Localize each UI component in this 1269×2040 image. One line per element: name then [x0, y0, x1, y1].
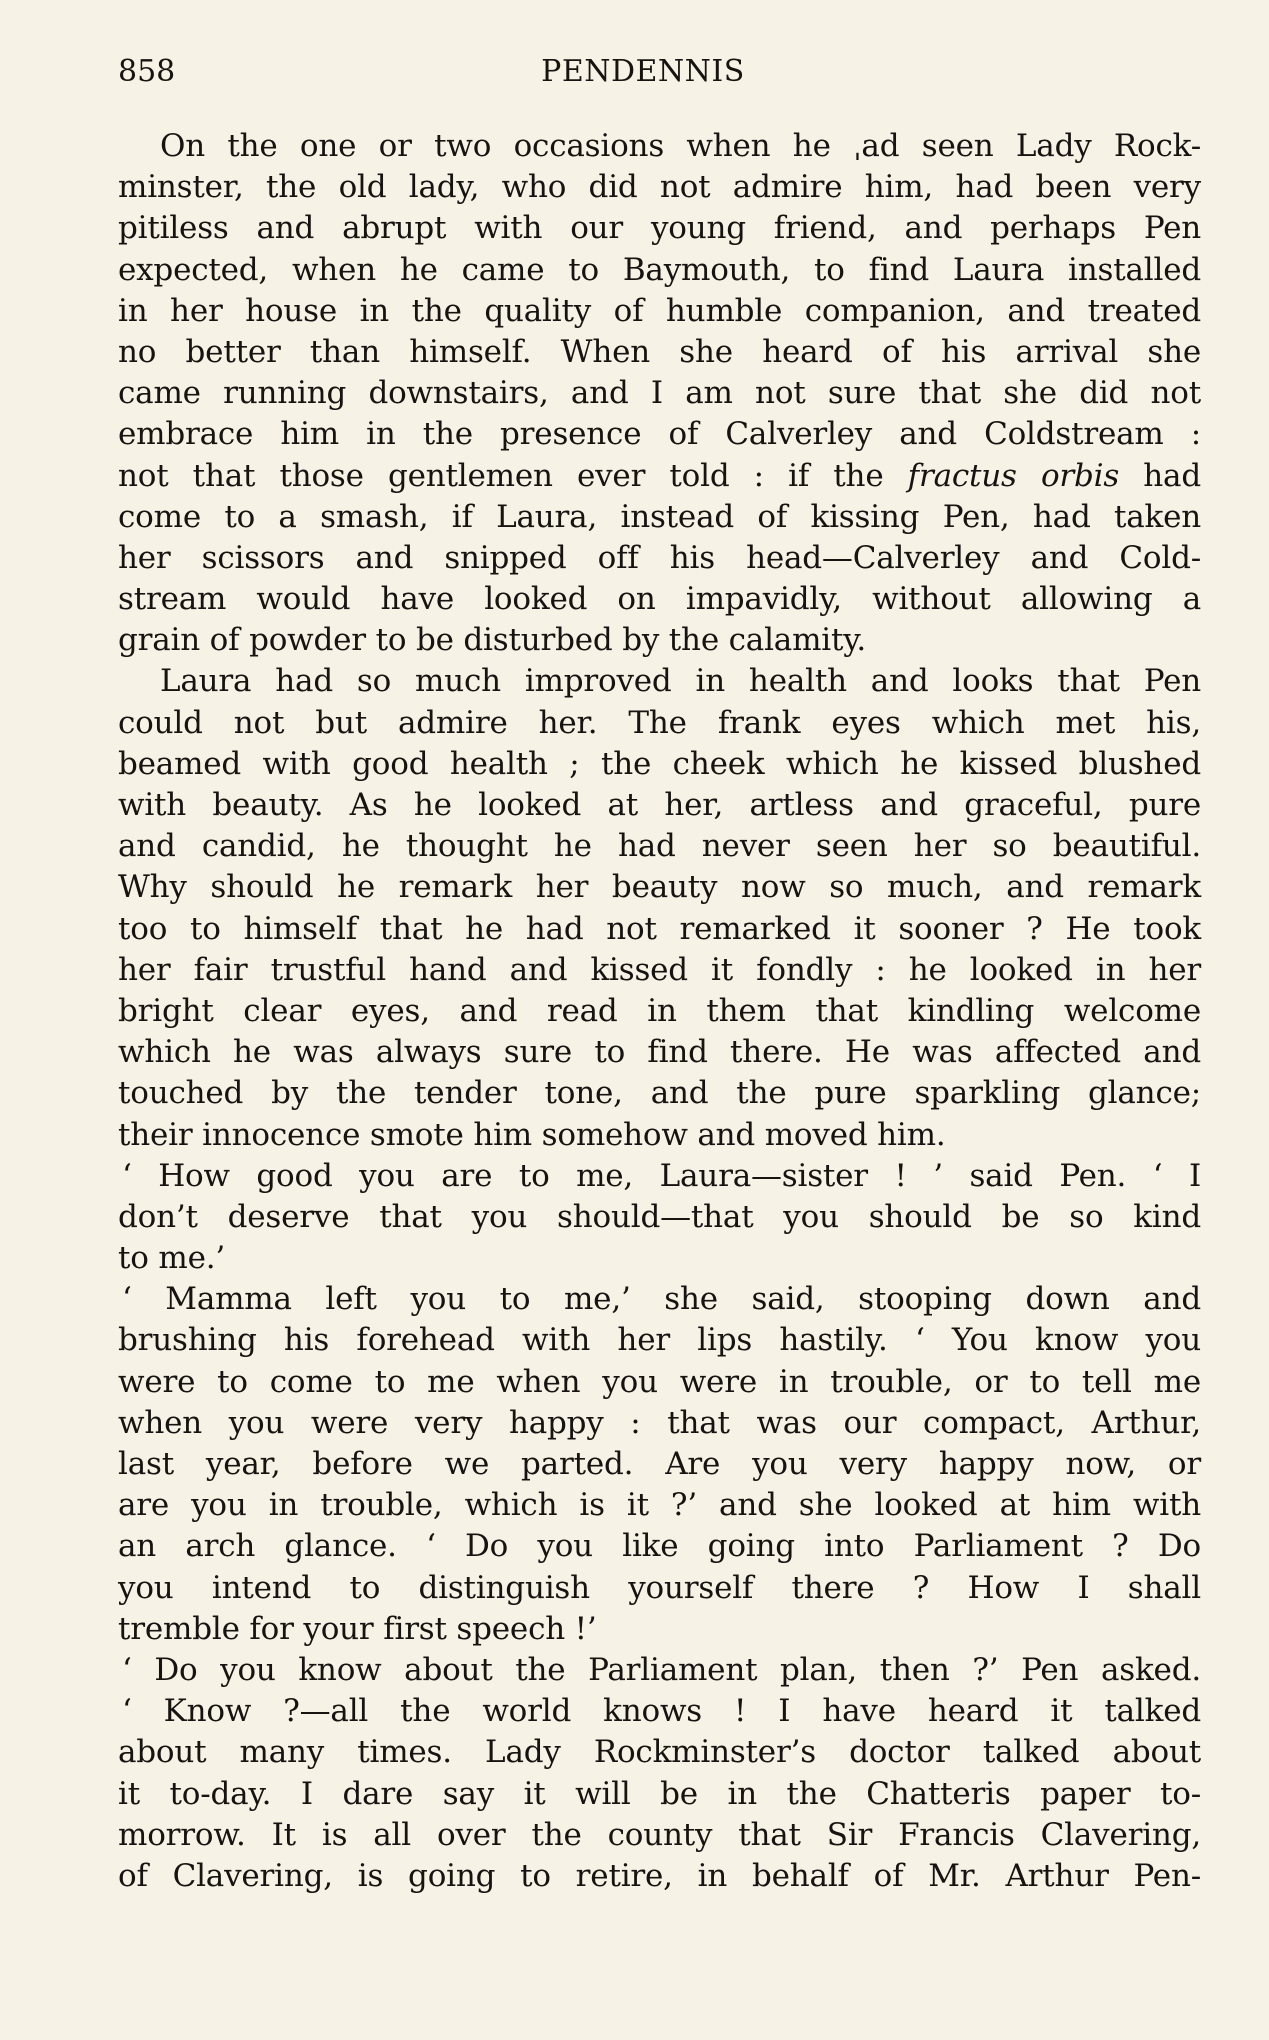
paragraph	[118, 1279, 1201, 1650]
text-line: On the one or two occasions when he ˌad seen Lady Rock-	[160, 128, 1201, 164]
text-line: which he was always sure to find there. He was affected and	[118, 1034, 1201, 1071]
text-line: came running downstairs, and I am not sure that she did not	[118, 375, 1201, 412]
text-line: an arch glance. ‘ Do you like going into Parliament ? Do	[118, 1528, 1201, 1565]
text-line: about many times. Lady Rockminster’s doctor talked about	[118, 1734, 1201, 1771]
text-line: morrow. It is all over the county that Sir Francis Clavering,	[118, 1816, 1201, 1853]
running-head	[118, 52, 1200, 92]
body-text	[118, 126, 1201, 1897]
text-line: don’t deserve that you should—that you should be so kind	[118, 1198, 1201, 1235]
text-segment: not that those gentlemen ever told : if the	[118, 457, 908, 494]
text-line: ‘ Do you know about the Parliament plan, then ?’ Pen asked.	[122, 1651, 1201, 1688]
text-line: touched by the tender tone, and the pure sparkling glance;	[118, 1075, 1201, 1112]
text-line: ‘ How good you are to me, Laura—sister ! ’ said Pen. ‘ I	[122, 1157, 1201, 1194]
text-line: to me.’	[118, 1240, 226, 1277]
text-line: no better than himself. When she heard of his arrival she	[118, 333, 1201, 370]
text-line: beamed with good health ; the cheek which he kissed blushed	[118, 745, 1201, 782]
text-line: embrace him in the presence of Calverley and Coldstream :	[118, 416, 1201, 453]
text-line: bright clear eyes, and read in them that kindling welcome	[118, 992, 1201, 1029]
text-line: grain of powder to be disturbed by the calamity.	[118, 622, 867, 659]
text-line: expected, when he came to Baymouth, to find Laura installed	[118, 251, 1201, 288]
text-line: it to-day. I dare say it will be in the Chatteris paper to-	[118, 1775, 1201, 1812]
page-number: 858	[118, 54, 176, 89]
paragraph	[118, 1650, 1201, 1691]
text-line: are you in trouble, which is it ?’ and she looked at him with	[118, 1487, 1201, 1524]
running-title: PENDENNIS	[541, 54, 745, 89]
text-line: stream would have looked on impavidly, without allowing a	[118, 581, 1201, 618]
text-line: their innocence smote him somehow and moved him.	[118, 1116, 946, 1153]
paragraph	[118, 126, 1201, 661]
text-line: when you were very happy : that was our compact, Arthur,	[118, 1404, 1201, 1441]
text-line: brushing his forehead with her lips hastily. ‘ You know you	[118, 1322, 1201, 1359]
text-line: come to a smash, if Laura, instead of kissing Pen, had taken	[118, 498, 1201, 535]
text-segment: had	[1119, 457, 1201, 494]
text-line: her scissors and snipped off his head—Calverley and Cold-	[118, 539, 1201, 576]
text-line: Why should he remark her beauty now so much, and remark	[118, 869, 1201, 906]
text-line: could not but admire her. The frank eyes which met his,	[118, 704, 1201, 741]
text-line	[118, 456, 1201, 497]
paragraph	[118, 661, 1201, 1155]
paragraph	[118, 1691, 1201, 1897]
text-line: Laura had so much improved in health and looks that Pen	[160, 663, 1201, 700]
text-line: minster, the old lady, who did not admire him, had been very	[118, 169, 1201, 206]
text-line: with beauty. As he looked at her, artless and graceful, pure	[118, 787, 1201, 823]
paragraph	[118, 1156, 1201, 1280]
italic-phrase: fractus orbis	[907, 457, 1120, 494]
text-line: in her house in the quality of humble companion, and treated	[118, 292, 1201, 329]
text-line: too to himself that he had not remarked it sooner ? He took	[118, 910, 1201, 947]
text-line: last year, before we parted. Are you very happy now, or	[118, 1446, 1201, 1482]
text-line: you intend to distinguish yourself there ? How I shall	[118, 1569, 1201, 1606]
text-line: were to come to me when you were in trouble, or to tell me	[118, 1363, 1201, 1400]
text-line: of Clavering, is going to retire, in behalf of Mr. Arthur Pen-	[118, 1857, 1201, 1894]
text-line: tremble for your first speech !’	[118, 1610, 597, 1647]
text-line: pitiless and abrupt with our young friend, and perhaps Pen	[118, 210, 1201, 247]
text-line: her fair trustful hand and kissed it fondly : he looked in her	[118, 951, 1201, 988]
text-line: ‘ Know ?—all the world knows ! I have heard it talked	[122, 1693, 1201, 1730]
text-line: and candid, he thought he had never seen her so beautiful.	[118, 828, 1201, 865]
text-line: ‘ Mamma left you to me,’ she said, stooping down and	[122, 1281, 1201, 1318]
